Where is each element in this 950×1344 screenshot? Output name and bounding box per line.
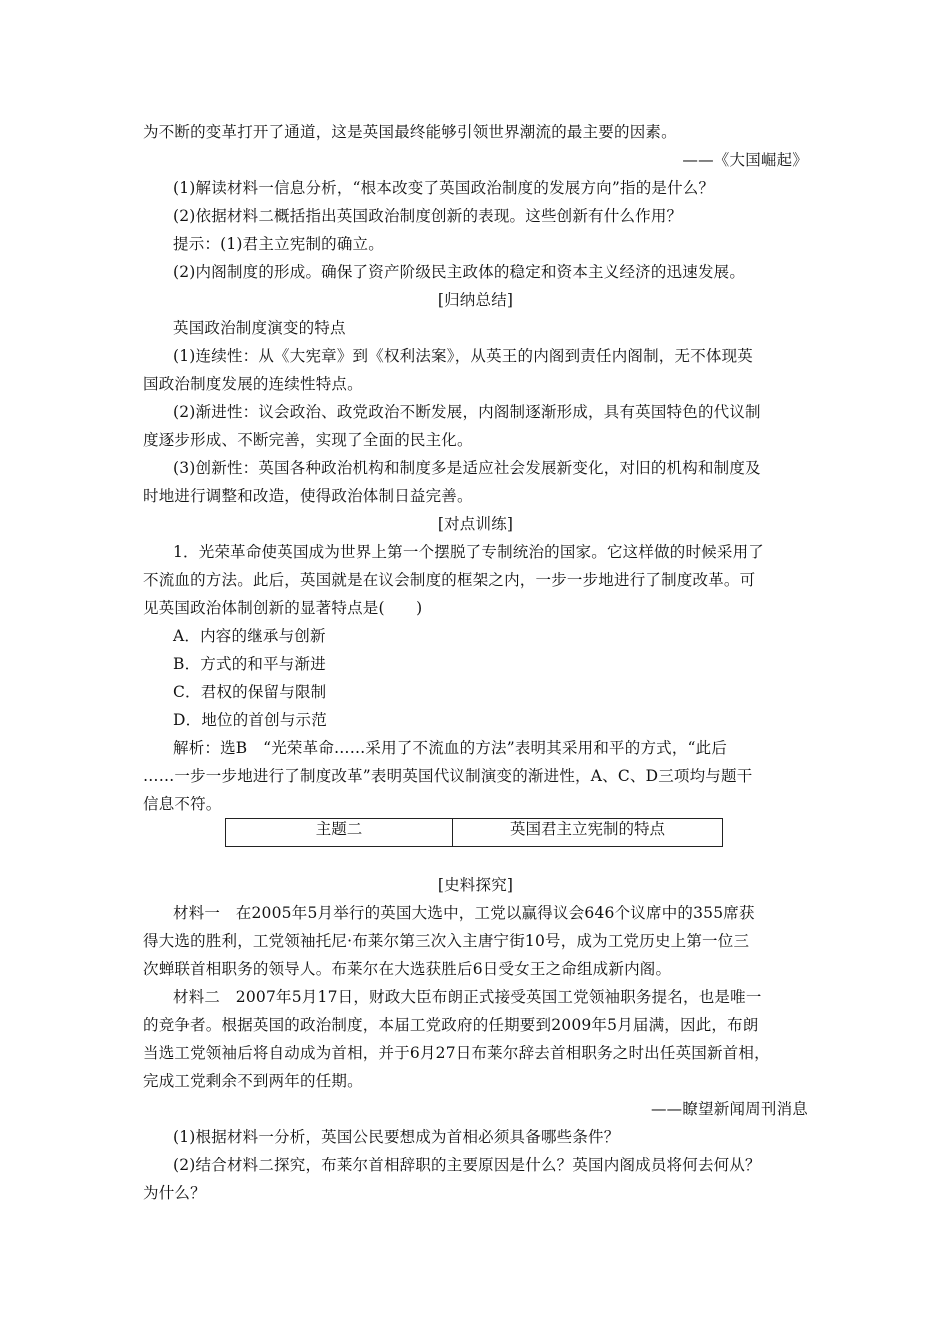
text-line: 国政治制度发展的连续性特点。 (143, 375, 363, 393)
material-line: 材料一 在2005年5月举行的英国大选中，工党以赢得议会646个议席中的355席获 (173, 904, 755, 922)
option-a: A．内容的继承与创新 (173, 627, 326, 645)
material-line: 得大选的胜利，工党领袖托尼·布莱尔第三次入主唐宁街10号，成为工党历史上第一位三 (143, 932, 750, 950)
material-line: 次蝉联首相职务的领导人。布莱尔在大选获胜后6日受女王之命组成新内阁。 (143, 960, 672, 978)
table-row (226, 819, 723, 847)
question-line: (1)解读材料一信息分析，“根本改变了英国政治制度的发展方向”指的是什么？ (173, 179, 715, 197)
option-d: D．地位的首创与示范 (173, 711, 327, 729)
section-heading: [归纳总结] (437, 291, 514, 309)
question-line: (1)根据材料一分析，英国公民要想成为首相必须具备哪些条件？ (173, 1128, 620, 1146)
text-line: 时地进行调整和改造，使得政治体制日益完善。 (143, 487, 473, 505)
analysis-line: 信息不符。 (143, 795, 222, 813)
question-line: (2)结合材料二探究，布莱尔首相辞职的主要原因是什么？英国内阁成员将何去何从？ (173, 1156, 761, 1174)
text-line: 度逐步形成、不断完善，实现了全面的民主化。 (143, 431, 473, 449)
section-heading: [对点训练] (437, 515, 514, 533)
question-line: 见英国政治体制创新的显著特点是( ) (143, 599, 423, 617)
topic-label: 主题二 (226, 819, 453, 847)
hint-line: 提示：(1)君主立宪制的确立。 (173, 235, 384, 253)
material-line: 完成工党剩余不到两年的任期。 (143, 1072, 363, 1090)
question-line: 为什么？ (143, 1184, 206, 1202)
hint-line: (2)内阁制度的形成。确保了资产阶级民主政体的稳定和资本主义经济的迅速发展。 (173, 263, 746, 281)
source-citation: ——《大国崛起》 (682, 151, 808, 169)
material-line: 当选工党领袖后将自动成为首相，并于6月27日布莱尔辞去首相职务之时出任英国新首相， (143, 1044, 770, 1062)
subheading: 英国政治制度演变的特点 (173, 319, 346, 337)
option-b: B．方式的和平与渐进 (173, 655, 326, 673)
material-line: 的竞争者。根据英国的政治制度，本届工党政府的任期要到2009年5月届满，因此，布朗 (143, 1016, 759, 1034)
topic-title: 英国君主立宪制的特点 (453, 819, 723, 847)
question-line: (2)依据材料二概括指出英国政治制度创新的表现。这些创新有什么作用？ (173, 207, 683, 225)
question-line: 不流血的方法。此后，英国就是在议会制度的框架之内，一步一步地进行了制度改革。可 (143, 571, 756, 589)
topic-table (225, 818, 723, 847)
source-citation: ——瞭望新闻周刊消息 (650, 1100, 808, 1118)
material-line: 材料二 2007年5月17日，财政大臣布朗正式接受英国工党领袖职务提名，也是唯一 (173, 988, 762, 1006)
text-line: (1)连续性：从《大宪章》到《权利法案》，从英王的内阁到责任内阁制，无不体现英 (173, 347, 754, 365)
analysis-line: ……一步一步地进行了制度改革”表明英国代议制演变的渐进性，A、C、D三项均与题干 (143, 767, 753, 785)
option-c: C．君权的保留与限制 (173, 683, 327, 701)
section-heading: [史料探究] (437, 876, 514, 894)
text-line: (2)渐进性：议会政治、政党政治不断发展，内阁制逐渐形成，具有英国特色的代议制 (173, 403, 761, 421)
text-line: (3)创新性：英国各种政治机构和制度多是适应社会发展新变化，对旧的机构和制度及 (173, 459, 761, 477)
analysis-line: 解析：选B “光荣革命……采用了不流血的方法”表明其采用和平的方式，“此后 (173, 739, 728, 757)
question-line: 1．光荣革命使英国成为世界上第一个摆脱了专制统治的国家。它这样做的时候采用了 (173, 543, 764, 561)
text-line: 为不断的变革打开了通道，这是英国最终能够引领世界潮流的最主要的因素。 (143, 123, 677, 141)
